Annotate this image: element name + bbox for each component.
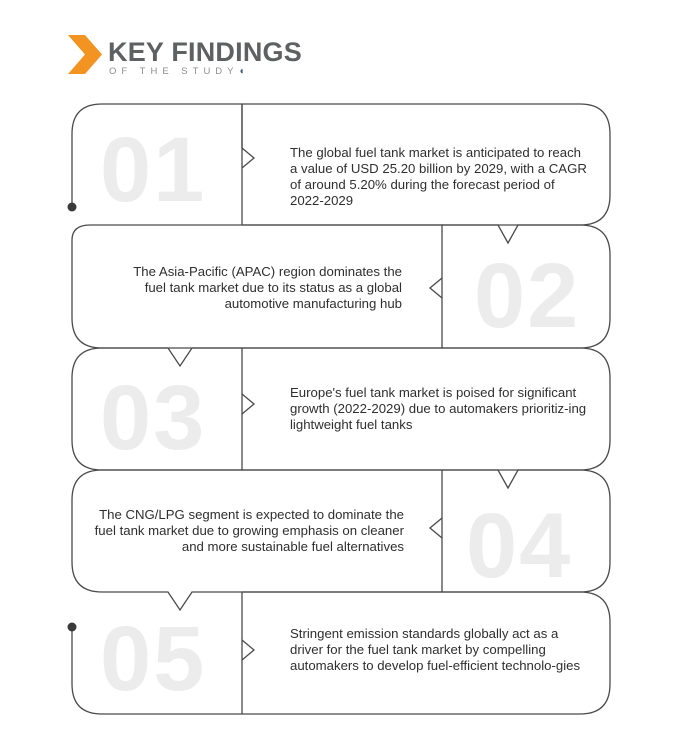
finding-text-04: The CNG/LPG segment is expected to dominate the fuel tank market due to growing emphasis on cleaner and more sustainable fuel alternatives <box>94 507 404 554</box>
crescent-icon: ◖ <box>238 66 245 77</box>
page-subtitle: OF THE STUDY◖ <box>109 66 245 77</box>
finding-number-05: 05 <box>100 608 207 710</box>
finding-text-05: Stringent emission standards globally act as a driver for the fuel tank market by compelling automakers to develop fuel-efficient technolo-gies <box>290 626 581 673</box>
page-title: KEY FINDINGS <box>108 37 302 67</box>
timeline-dot-start <box>68 203 77 212</box>
finding-number-03: 03 <box>100 367 207 469</box>
finding-number-02: 02 <box>474 245 581 347</box>
timeline-dot-end <box>68 623 77 632</box>
finding-text-01: The global fuel tank market is anticipated to reach a value of USD 25.20 billion by 2029, with a CAGR of around 5.20% during the forecast period of 2022-2029 <box>290 145 587 208</box>
finding-number-04: 04 <box>466 495 573 597</box>
finding-number-01: 01 <box>100 119 207 221</box>
finding-text-03: Europe's fuel tank market is poised for significant growth (2022-2029) due to automakers prioritiz-ing lightweight fuel tanks <box>290 385 587 432</box>
finding-text-02: The Asia-Pacific (APAC) region dominates the fuel tank market due to its status as a global automotive manufacturing hub <box>133 264 402 311</box>
